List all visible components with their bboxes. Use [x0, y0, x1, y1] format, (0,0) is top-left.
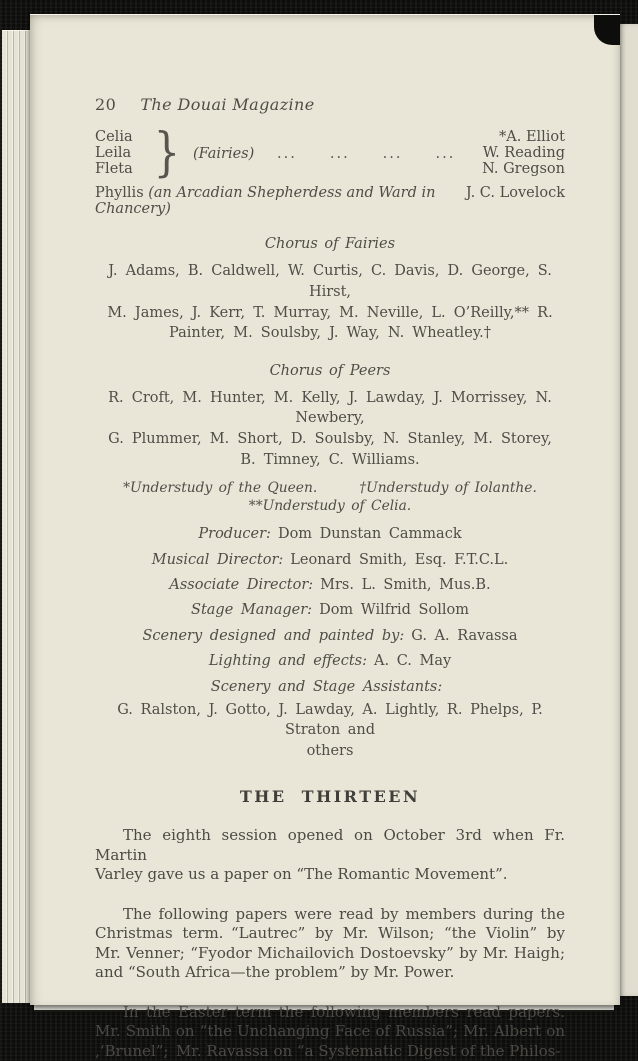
assistants-line: others — [306, 742, 354, 759]
credit-row — [95, 548, 565, 573]
cast-entry-fairies — [95, 123, 565, 183]
footnote-queen: *Understudy of the Queen. — [123, 480, 318, 497]
credit-label: Stage Manager: — [191, 602, 313, 619]
credit-row — [95, 522, 565, 547]
paragraph-line: Varley gave us a paper on “The Romantic Movement”. — [95, 865, 508, 884]
character-name: Celia — [95, 129, 133, 145]
magazine-title: The Douai Magazine — [140, 95, 315, 114]
credit-row — [95, 598, 565, 623]
chorus-line: J. Adams, B. Caldwell, W. Curtis, C. Davis, D. George, S. Hirst, — [108, 263, 552, 300]
footnote-line — [95, 479, 565, 497]
paragraph-line: Christmas term. “Lautrec” by Mr. Wilson; “the Violin” by — [95, 924, 565, 943]
credit-value: G. A. Ravassa — [411, 627, 518, 644]
stage-assistants-names — [95, 700, 565, 762]
credit-label: Associate Director: — [169, 576, 314, 593]
fairies-actor-names — [482, 130, 565, 177]
credit-value: Dom Dunstan Cammack — [277, 526, 462, 543]
credit-row — [95, 675, 565, 700]
page-content — [30, 15, 620, 1060]
chorus-line: B. Timney, C. Williams. — [240, 451, 420, 468]
chorus-of-fairies-heading: Chorus of Fairies — [264, 236, 396, 253]
credit-value: Leonard Smith, Esq. F.T.C.L. — [290, 551, 509, 568]
actor-name: J. C. Lovelock — [465, 185, 565, 202]
paragraph-line: The eighth session opened on October 3rd when Fr. Martin — [95, 826, 565, 864]
chorus-line: Painter, M. Soulsby, J. Way, N. Wheatley.† — [169, 325, 491, 342]
credit-value: A. C. May — [374, 653, 452, 670]
credit-value: Mrs. L. Smith, Mus.B. — [320, 576, 491, 593]
assistants-line: G. Ralston, J. Gotto, J. Lawday, A. Lightly, R. Phelps, P. Straton and — [117, 701, 543, 739]
paragraph-line: and “South Africa—the problem” by Mr. Power. — [95, 963, 455, 982]
credit-row — [95, 649, 565, 674]
production-credits — [95, 522, 565, 700]
paragraph-line: Mr. Smith on “the Unchanging Face of Russia”; Mr. Albert on — [95, 1022, 565, 1041]
article-heading-the-thirteen: THE THIRTEEN — [239, 787, 421, 807]
fairies-role-and-dots — [177, 130, 482, 177]
credit-label: Scenery and Stage Assistants: — [210, 678, 443, 695]
actor-name: W. Reading — [482, 144, 565, 161]
credit-label: Scenery designed and painted by: — [142, 627, 405, 644]
character-name: Fleta — [95, 160, 133, 177]
understudy-footnotes — [95, 479, 565, 515]
chorus-line: M. James, J. Kerr, T. Murray, M. Neville, L. O’Reilly,** R. — [107, 304, 553, 321]
credit-label: Producer: — [198, 526, 271, 543]
running-head — [95, 95, 565, 114]
paragraph-line: ‚‘Brunel”; Mr. Ravassa on “a Systematic Digest of the Philos- — [95, 1041, 561, 1060]
paragraph-line: The following papers were read by members during the — [123, 904, 565, 923]
paragraph-line: In the Easter term the following members read papers. — [123, 1002, 565, 1021]
cast-entry-phyllis — [95, 185, 565, 217]
actor-name: N. Gregson — [482, 160, 565, 177]
chorus-line: G. Plummer, M. Short, D. Soulsby, N. Stanley, M. Storey, — [108, 430, 552, 447]
character-name: Leila — [95, 144, 132, 161]
footnote-iolanthe: †Understudy of Iolanthe. — [359, 480, 537, 497]
credit-row — [95, 573, 565, 598]
actor-name: *A. Elliot — [499, 129, 565, 145]
paragraph — [95, 905, 565, 983]
paragraph — [95, 1003, 565, 1061]
credit-row — [95, 624, 565, 649]
chorus-of-peers-heading: Chorus of Peers — [269, 362, 391, 379]
leader-dots: ... ... ... ... — [277, 145, 456, 162]
paragraph-line: Mr. Venner; “Fyodor Michailovich Dostoevsky” by Mr. Haigh; — [95, 943, 565, 962]
chorus-of-fairies-names — [95, 261, 565, 343]
character-and-role — [95, 185, 454, 217]
credit-label: Lighting and effects: — [208, 653, 367, 670]
chorus-of-peers-names — [95, 388, 565, 470]
character-name: Phyllis — [95, 185, 144, 202]
credit-value: Dom Wilfrid Sollom — [319, 602, 469, 619]
role-label: (an Arcadian Shepherdess and Ward in Chancery) — [95, 185, 436, 218]
brace-glyph: } — [153, 123, 181, 183]
footnote-celia: **Understudy of Celia. — [248, 498, 412, 515]
chorus-line: R. Croft, M. Hunter, M. Kelly, J. Lawday, J. Morrissey, N. Newbery, — [108, 389, 552, 427]
paragraph — [95, 826, 565, 885]
fairies-character-names — [95, 130, 151, 177]
role-label: (Fairies) — [193, 145, 255, 162]
scanned-page — [30, 14, 620, 1060]
credit-label: Musical Director: — [151, 551, 284, 568]
page-number: 20 — [95, 95, 117, 114]
